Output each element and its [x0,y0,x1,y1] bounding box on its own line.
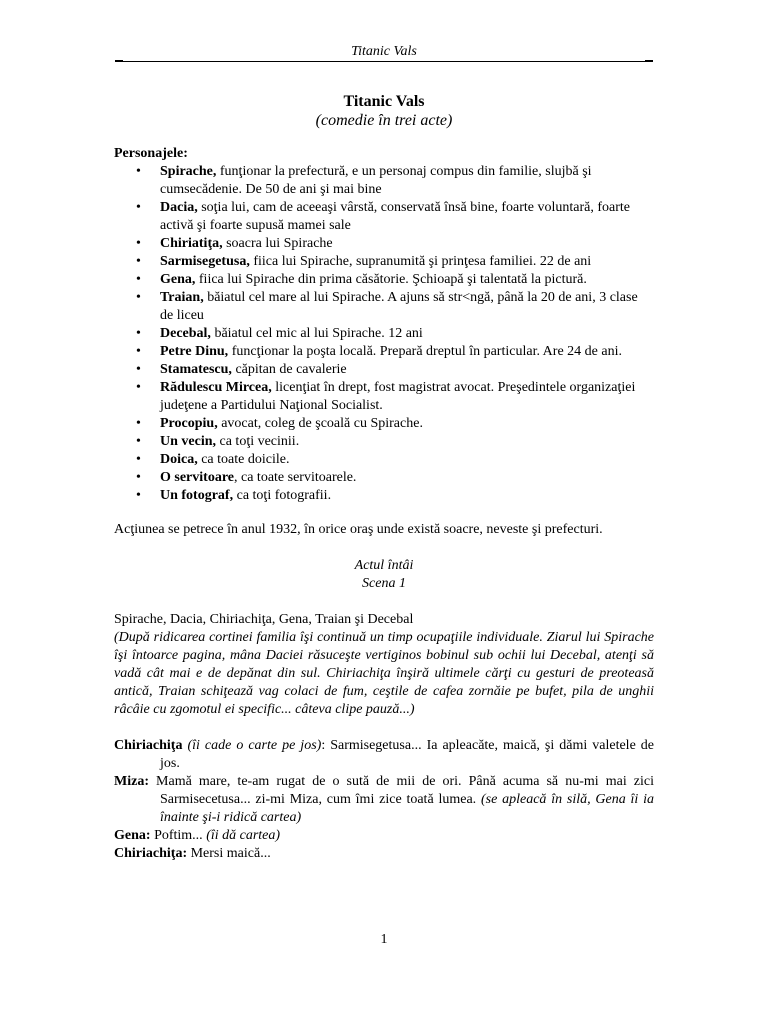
character-name: Rădulescu Mircea, [160,380,272,395]
character-desc: avocat, coleg de şcoală cu Spirache. [217,416,423,431]
stage-direction: (După ridicarea cortinei familia îşi continuă un timp ocupaţiile individuale. Ziarul lui Spirache îşi întoarce pagina, mâna Daciei răsuceşte vertiginos bobinul sub ochii lui Decebal, atenţi să vadă cât mai e de depănat din sul. Chiriachiţa înşiră ultimele cărţi cu gesturi de preoteasă antică, Traian schiţează vag colaci de fum, ceştile de cafea zornăie pe bufet, pila de unghii râcâie cu zgomotul ei specific... câteva clipe pauză...) [114,630,654,717]
dialog-line [114,827,654,845]
stage-note: (se apleacă în silă, Gena îi ia înainte şi-i ridică cartea) [160,792,654,825]
character-desc: funcţionar la poşta locală. Prepară dreptul în particular. Are 24 de ani. [228,344,622,359]
character-name: Petre Dinu, [160,344,229,359]
speaker-name: Chiriachiţa [114,738,183,753]
speaker-name: Gena: [114,828,151,843]
character-name: Decebal, [160,326,211,341]
stage-note: (îi cade o carte pe jos) [182,738,322,753]
character-item [160,361,654,379]
stage-note: (îi dă cartea) [206,828,281,843]
scene-cast: Spirache, Dacia, Chiriachiţa, Gena, Traian şi Decebal [114,612,414,627]
character-desc: căpitan de cavalerie [231,362,347,377]
dialog-block [114,737,654,863]
character-name: Doica, [160,452,198,467]
character-item [160,199,654,235]
character-desc: licenţiat în drept, fost magistrat avocat. Preşedintele organizaţiei judeţene a Partidului Naţional Socialist. [160,380,636,413]
character-item [160,253,654,271]
speaker-name: Miza: [114,774,149,789]
character-name: Dacia, [160,200,198,215]
dialog-text: Poftim... [150,828,207,843]
character-item [160,415,654,433]
character-desc: băiatul cel mic al lui Spirache. 12 ani [210,326,423,341]
dialog-line [114,737,654,773]
play-title: Titanic Vals [343,93,425,110]
character-desc: fiica lui Spirache, supranumită şi prinţesa familiei. 22 de ani [249,254,592,269]
character-item [160,289,654,325]
dialog-text: Mersi maică... [187,846,271,861]
character-name: Un vecin, [160,434,216,449]
character-item [160,469,654,487]
character-item [160,451,654,469]
characters-label: Personajele: [114,146,188,161]
character-item [160,343,654,361]
character-item [160,235,654,253]
character-item [160,487,654,505]
speaker-name: Chiriachiţa: [114,846,188,861]
character-desc: ca toţi fotografii. [233,488,332,503]
character-name: Gena, [160,272,196,287]
character-desc: soacra lui Spirache [222,236,333,251]
character-name: O servitoare [160,470,234,485]
setting-text: Acţiunea se petrece în anul 1932, în orice oraş unde există soacre, neveste şi prefecturi. [114,522,603,537]
character-name: Stamatescu, [160,362,232,377]
dialog-text: : Sarmisegetusa... Ia apleacăte, maică, şi dămi valetele de jos. [160,738,654,771]
play-subtitle: (comedie în trei acte) [315,112,453,129]
character-desc: ca toţi vecinii. [216,434,300,449]
running-header: Titanic Vals [351,44,417,59]
character-desc: funţionar la prefectură, e un personaj compus din familie, slujbă şi cumsecădenie. De 50 de ani şi mai bine [160,164,592,197]
character-name: Sarmisegetusa, [160,254,250,269]
character-item [160,271,654,289]
character-name: Spirache, [160,164,217,179]
character-item [160,379,654,415]
character-name: Chiriatiţa, [160,236,223,251]
character-desc: fiica lui Spirache din prima căsătorie. Şchioapă şi talentată la pictură. [195,272,587,287]
scene-heading: Scena 1 [362,576,406,591]
character-desc: soţia lui, cam de aceeaşi vârstă, conservată însă bine, foarte voluntară, foarte activă şi foarte supusă mamei sale [160,200,630,233]
character-desc: băiatul cel mare al lui Spirache. A ajuns să str<ngă, până la 20 de ani, 3 clase de liceu [160,290,638,323]
character-name: Procopiu, [160,416,218,431]
character-item [160,163,654,199]
character-item [160,433,654,451]
character-desc: ca toate doicile. [197,452,290,467]
character-name: Un fotograf, [160,488,234,503]
dialog-text: Mamă mare, te-am rugat de o sută de mii de ori. Până acuma să nu-mi mai zici Sarmisecetusa... zi-mi Miza, cum îmi zice toată lumea. [148,774,654,807]
character-desc: , ca toate servitoarele. [234,470,357,485]
dialog-line [114,845,654,863]
dialog-line [114,773,654,827]
character-item [160,325,654,343]
character-name: Traian, [160,290,204,305]
act-heading: Actul întâi [354,558,414,573]
page-content [114,92,654,863]
character-list [114,163,654,505]
page-number: 1 [380,932,388,947]
header-rule [115,61,653,62]
